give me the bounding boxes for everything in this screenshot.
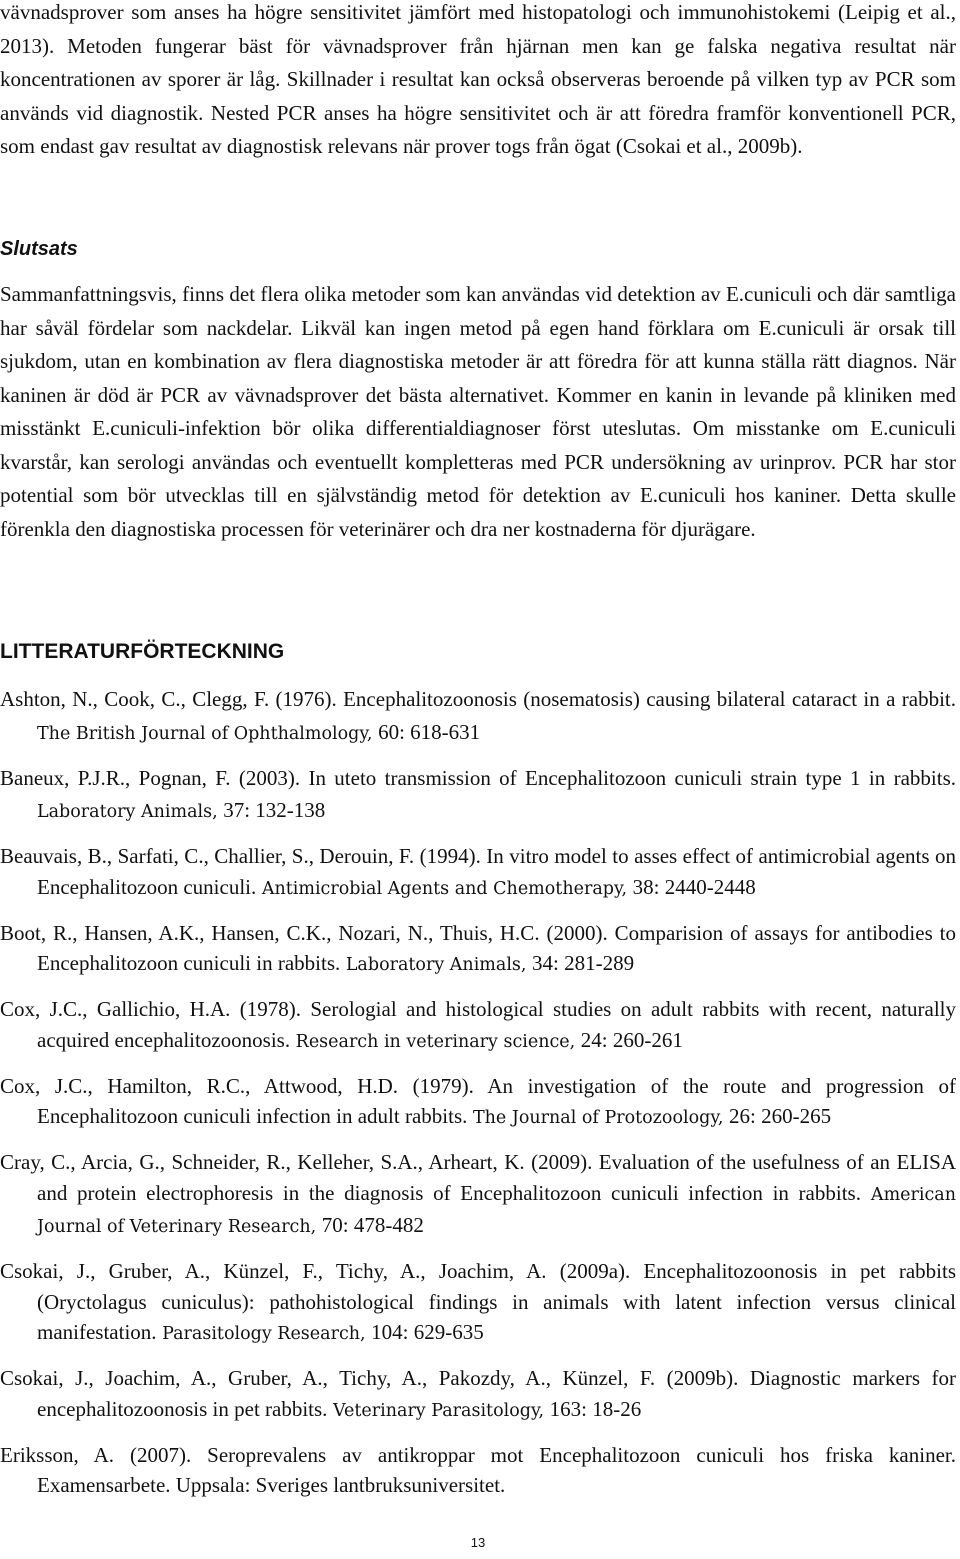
reference-item (0, 841, 956, 904)
intro-paragraph: vävnadsprover som anses ha högre sensitivitet jämfört med histopatologi och immunohistokemi (Leipig et al., 2013). Metoden fungerar bäst för vävnadsprover från hjärnan men kan ge falska negativa resultat när koncentrationen av sporer är låg. Skillnader i resultat kan också observeras beroende på vilken typ av PCR som används vid diagnostik. Nested PCR anses ha högre sensitivitet och är att föredra framför konventionell PCR, som endast gav resultat av diagnostisk relevans när prover togs från ögat (Csokai et al., 2009b). (0, 0, 956, 158)
reference-volume: 163: 18-26 (549, 1396, 642, 1421)
reference-volume: 60: 618-631 (378, 719, 481, 744)
reference-main: Csokai, J., Joachim, A., Gruber, A., Tichy, A., Pakozdy, A., Künzel, F. (2009b). Diagnostic markers for encephalitozoonosis in pet rabbits. (0, 1366, 956, 1421)
reference-volume: 26: 260-265 (729, 1104, 832, 1128)
reference-main: Baneux, P.J.R., Pognan, F. (2003). In uteto transmission of Encephalitozoon cuniculi strain type 1 in rabbits. (0, 765, 956, 790)
reference-item (0, 918, 956, 981)
reference-main: Boot, R., Hansen, A.K., Hansen, C.K., Nozari, N., Thuis, H.C. (2000). Comparision of assays for antibodies to Encephalitozoon cuniculi in rabbits. (0, 920, 956, 975)
page-number: 13 (470, 1535, 486, 1550)
section-heading-slutsats: Slutsats (0, 238, 78, 260)
reference-item (0, 684, 956, 749)
reference-journal: Research in veterinary science, (290, 1031, 581, 1052)
reference-item (0, 1071, 956, 1134)
conclusion-paragraph: Sammanfattningsvis, finns det flera olika metoder som kan användas vid detektion av E.cuniculi och där samtliga har såväl fördelar som nackdelar. Likväl kan ingen metod på egen hand förklara om E.cuniculi är orsak till sjukdom, utan en kombination av flera diagnostiska metoder är att föredra för att kunna ställa rätt diagnos. När kaninen är död är PCR av vävnadsprover det bästa alternativet. Kommer en kanin in levande på kliniken med misstänkt E.cuniculi-infektion bör olika differentialdiagnoser först uteslutas. Om misstanke om E.cuniculi kvarstår, kan serologi användas och eventuellt kompletteras med PCR undersökning av urinprov. PCR har stor potential som bör utvecklas till en självständig metod för detektion av E.cuniculi hos kaniner. Detta skulle förenkla den diagnostiska processen för veterinärer och dra ner kostnaderna för djurägare. (0, 282, 956, 541)
reference-journal: Laboratory Animals, (340, 955, 533, 975)
reference-item (0, 1147, 956, 1243)
reference-item (0, 1256, 956, 1350)
reference-volume: 37: 132-138 (223, 798, 326, 822)
reference-main: Eriksson, A. (2007). Seroprevalens av antikroppar mot Encephalitozoon cuniculi hos friska kaniner. Examensarbete. Uppsala: Sveriges lantbruksuniversitet. (0, 1442, 956, 1497)
reference-main: Csokai, J., Gruber, A., Künzel, F., Tichy, A., Joachim, A. (2009a). Encephalitozoonosis in pet rabbits (Oryctolagus cuniculus): pathohistological findings in animals with latent infection versus clinical manifestation. (0, 1259, 956, 1344)
reference-main: Cox, J.C., Hamilton, R.C., Attwood, H.D. (1979). An investigation of the route and progression of Encephalitozoon cuniculi infection in adult rabbits. (0, 1073, 956, 1128)
reference-journal: Veterinary Parasitology, (327, 1400, 550, 1421)
reference-journal: The British Journal of Ophthalmology, (37, 723, 379, 744)
reference-volume: 34: 281-289 (532, 951, 635, 975)
reference-journal: Antimicrobial Agents and Chemotherapy, (256, 878, 633, 899)
reference-volume: 70: 478-482 (321, 1213, 424, 1237)
reference-journal: American Journal of Veterinary Research, (37, 1184, 956, 1237)
reference-journal: Laboratory Animals, (37, 802, 224, 822)
reference-volume: 38: 2440-2448 (632, 874, 756, 899)
reference-main: Cox, J.C., Gallichio, H.A. (1978). Serologial and histological studies on adult rabbits with recent, naturally acquired encephalitozoonosis. (0, 997, 956, 1052)
reference-journal: Parasitology Research, (156, 1324, 372, 1344)
reference-journal: The Journal of Protozoology, (467, 1108, 730, 1128)
reference-volume: 24: 260-261 (580, 1027, 683, 1052)
reference-main: Beauvais, B., Sarfati, C., Challier, S., Derouin, F. (1994). In vitro model to asses effect of antimicrobial agents on Encephalitozoon cuniculi. (0, 844, 956, 899)
reference-item (0, 1363, 956, 1426)
reference-item (0, 763, 956, 828)
reference-volume: 104: 629-635 (371, 1320, 484, 1344)
reference-item (0, 994, 956, 1057)
reference-main: Cray, C., Arcia, G., Schneider, R., Kelleher, S.A., Arheart, K. (2009). Evaluation of the usefulness of an ELISA and protein electrophoresis in the diagnosis of Encephalitozoon cuniculi infection in rabbits. (0, 1150, 956, 1205)
section-heading-references: LITTERATURFÖRTECKNING (0, 640, 285, 663)
reference-list (0, 684, 956, 1516)
reference-main: Ashton, N., Cook, C., Clegg, F. (1976). Encephalitozoonosis (nosematosis) causing bilateral cataract in a rabbit. (0, 687, 956, 711)
reference-item (0, 1440, 956, 1503)
